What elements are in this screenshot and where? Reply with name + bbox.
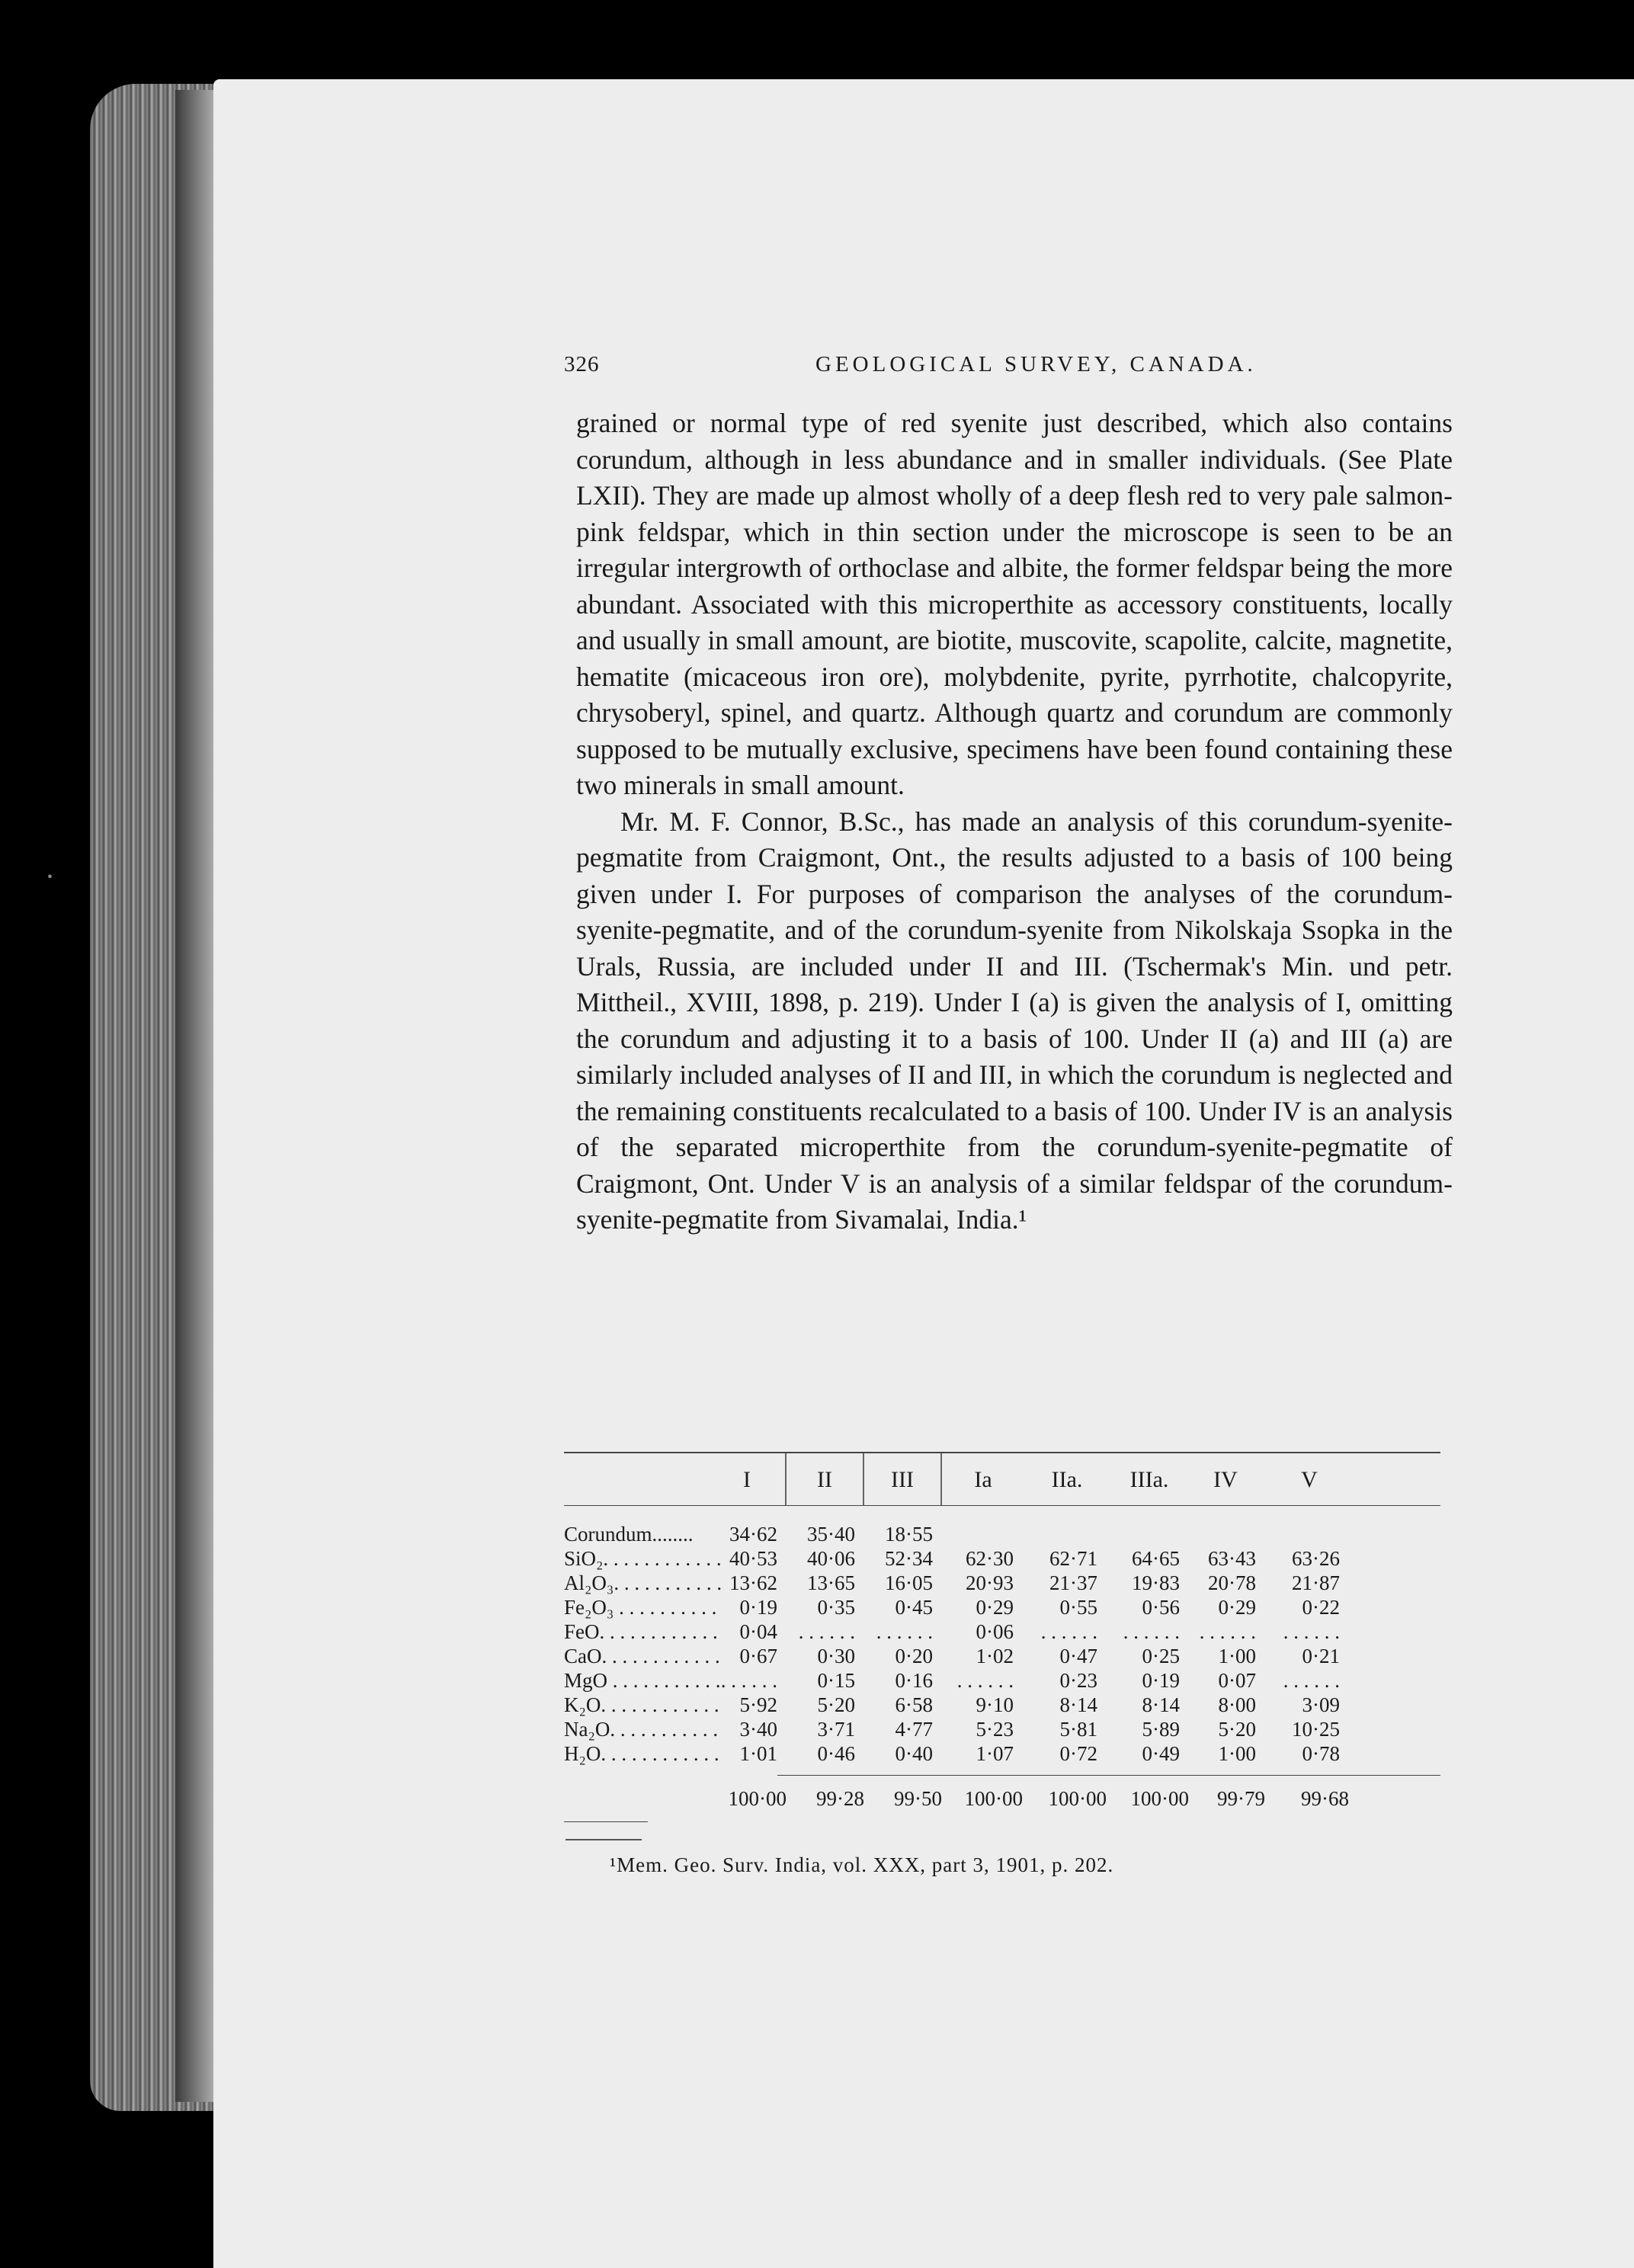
row-label: Corundum........ (564, 1523, 694, 1546)
table-cell: 0·29 (1218, 1596, 1256, 1619)
paragraph-1: grained or normal type of red syenite just described, which also contains corundum, although in less abundance and in smaller individuals. (See Plate LXII). They are made up almost wholly of a deep flesh red to very pale salmon-pink feldspar, which in thin section under the microscope is seen to be an irregular intergrowth of orthoclase and albite, the former feldspar being the more abundant. Associated with this microperthite as accessory constituents, locally and usually in small amount, are biotite, muscovite, scapolite, calcite, magnetite, hematite (micaceous iron ore), molybdenite, pyrite, pyrrhotite, chalcopyrite, chrysoberyl, spinel, and quartz. Although quartz and corundum are commonly supposed to be mutually exclusive, specimens have been found containing these two minerals in small amount. (576, 408, 1453, 800)
footnote-rule (565, 1839, 642, 1840)
table-cell: . . . . . . (1199, 1620, 1256, 1643)
table-cell: 10·25 (1292, 1718, 1340, 1741)
table-cell: 5·20 (817, 1693, 855, 1716)
table-cell: 21·87 (1292, 1571, 1340, 1594)
footnote: ¹Mem. Geo. Surv. India, vol. XXX, part 3, 1901, p. 202. (610, 1853, 1114, 1876)
table-cell: . . . . . . (798, 1620, 855, 1643)
table-cell: 13·62 (729, 1571, 777, 1594)
table-cell: 40·06 (807, 1547, 855, 1570)
row-label: CaO. . . . . . . . . . . . (564, 1645, 720, 1667)
table-cell: 1·00 (1218, 1742, 1256, 1765)
table-column-rule (940, 1453, 942, 1505)
table-cell: 3·09 (1302, 1693, 1340, 1716)
margin-mark: • (47, 869, 53, 886)
table-cell: 34·62 (729, 1523, 777, 1546)
table-cell: 0·19 (739, 1596, 777, 1619)
table-cell: 0·15 (817, 1669, 855, 1692)
table-cell: 62·71 (1049, 1547, 1097, 1570)
table-cell: 8·14 (1059, 1693, 1097, 1716)
table-cell: 0·47 (1059, 1645, 1097, 1667)
table-cell: 5·20 (1218, 1718, 1256, 1741)
row-label: K₂O. . . . . . . . . . . . (564, 1693, 719, 1716)
row-label: Al₂O₃. . . . . . . . . . . (564, 1571, 722, 1594)
total-cell: 99·79 (1217, 1787, 1265, 1810)
column-header: IV (1213, 1467, 1238, 1492)
table-cell: 4·77 (895, 1718, 933, 1741)
total-cell: 100·00 (1048, 1787, 1107, 1810)
column-header: V (1301, 1467, 1318, 1492)
table-cell: 1·01 (739, 1742, 777, 1765)
table-cell: . . . . . . (720, 1669, 777, 1692)
table-cell: 0·67 (739, 1645, 777, 1667)
table-cell: 1·02 (976, 1645, 1014, 1667)
table-cell: 62·30 (966, 1547, 1014, 1570)
table-cell: 0·04 (739, 1620, 777, 1643)
table-cell: 20·78 (1208, 1571, 1256, 1594)
row-label: Na₂O. . . . . . . . . . . (564, 1718, 719, 1741)
table-cell: 5·23 (976, 1718, 1014, 1741)
table-cell: 0·07 (1218, 1669, 1256, 1692)
total-cell: 99·68 (1301, 1787, 1349, 1810)
table-cell: . . . . . . (1123, 1620, 1180, 1643)
row-label: H₂O. . . . . . . . . . . . (564, 1742, 719, 1765)
column-header: Ia (974, 1467, 992, 1492)
table-cell: 0·29 (976, 1596, 1014, 1619)
table-cell: 6·58 (895, 1693, 933, 1716)
page-header (564, 352, 1448, 398)
table-cell: 35·40 (807, 1523, 855, 1546)
table-cell: 0·46 (817, 1742, 855, 1765)
table-cell: 1·07 (976, 1742, 1014, 1765)
table-cell: 0·56 (1142, 1596, 1180, 1619)
table-cell: 0·06 (976, 1620, 1014, 1643)
table-cell: 0·72 (1059, 1742, 1097, 1765)
table-cell: 18·55 (885, 1523, 933, 1546)
table-cell: . . . . . . (1283, 1620, 1340, 1643)
column-header: IIa. (1051, 1467, 1083, 1492)
table-cell: . . . . . . (1040, 1620, 1097, 1643)
column-header: I (743, 1467, 751, 1492)
table-cell: 52·34 (885, 1547, 933, 1570)
row-label: SiO₂. . . . . . . . . . . . (564, 1547, 722, 1570)
table-cell: 0·35 (817, 1596, 855, 1619)
total-cell: 99·28 (816, 1787, 864, 1810)
table-cell: 0·23 (1059, 1669, 1097, 1692)
table-cell: 40·53 (729, 1547, 777, 1570)
table-cell: 5·89 (1142, 1718, 1180, 1741)
table-cell: 5·92 (739, 1693, 777, 1716)
table-cell: 64·65 (1132, 1547, 1180, 1570)
column-header: III (891, 1467, 914, 1492)
table-cell: 19·83 (1132, 1571, 1180, 1594)
table-cell: 8·14 (1142, 1693, 1180, 1716)
table-cell: 0·45 (895, 1596, 933, 1619)
table-cell: 0·21 (1302, 1645, 1340, 1667)
table-cell: 63·43 (1208, 1547, 1256, 1570)
running-head: GEOLOGICAL SURVEY, CANADA. (815, 352, 1257, 376)
body-text (576, 405, 1453, 1238)
table-cell: . . . . . . (956, 1669, 1014, 1692)
table-cell: 0·49 (1142, 1742, 1180, 1765)
paragraph-2: Mr. M. F. Connor, B.Sc., has made an analysis of this corundum-syenite-pegmatite from Craigmont, Ont., the results adjusted to a basis of 100 being given under I. For purposes of comparison the analyses of the corundum-syenite-pegmatite, and of the corundum-syenite from Nikolskaja Ssopka in the Urals, Russia, are included under II and III. (Tschermak's Min. und petr. Mittheil., XVIII, 1898, p. 219). Under I (a) is given the analysis of I, omitting the corundum and adjusting it to a basis of 100. Under II (a) and III (a) are similarly included analyses of II and III, in which the corundum is neglected and the remaining constituents recalculated to a basis of 100. Under IV is an analysis of the separated microperthite from the corundum-syenite-pegmatite of Craigmont, Ont. Under V is an analysis of a similar feldspar of the corundum-syenite-pegmatite from Sivamalai, India.¹ (576, 806, 1453, 1235)
table-bottom-rule (564, 1821, 648, 1822)
table-cell: 63·26 (1292, 1547, 1340, 1570)
table-cell: 3·40 (739, 1718, 777, 1741)
table-cell: 0·25 (1142, 1645, 1180, 1667)
table-cell: 13·65 (807, 1571, 855, 1594)
row-label: MgO . . . . . . . . . . . (564, 1669, 721, 1692)
total-cell: 100·00 (964, 1787, 1023, 1810)
table-cell: 0·19 (1142, 1669, 1180, 1692)
total-cell: 100·00 (728, 1787, 787, 1810)
table-total-rule (777, 1775, 1440, 1776)
table-cell: 0·30 (817, 1645, 855, 1667)
table-cell: 3·71 (817, 1718, 855, 1741)
table-cell: . . . . . . (876, 1620, 933, 1643)
analysis-table (564, 1452, 1440, 1825)
table-cell: 0·22 (1302, 1596, 1340, 1619)
column-header: II (817, 1467, 832, 1492)
table-cell: . . . . . . (1283, 1669, 1340, 1692)
table-cell: 9·10 (976, 1693, 1014, 1716)
table-top-rule (564, 1452, 1440, 1453)
table-cell: 0·78 (1302, 1742, 1340, 1765)
table-cell: 0·20 (895, 1645, 933, 1667)
table-cell: 21·37 (1049, 1571, 1097, 1594)
table-cell: 0·55 (1059, 1596, 1097, 1619)
table-header-rule (564, 1505, 1440, 1506)
table-cell: 0·16 (895, 1669, 933, 1692)
row-label: FeO. . . . . . . . . . . . (564, 1620, 718, 1643)
table-cell: 0·40 (895, 1742, 933, 1765)
row-label: Fe₂O₃ . . . . . . . . . . (564, 1596, 717, 1619)
column-header: IIIa. (1129, 1467, 1169, 1492)
table-cell: 8·00 (1218, 1693, 1256, 1716)
page-number: 326 (564, 352, 600, 376)
table-cell: 16·05 (885, 1571, 933, 1594)
table-cell: 20·93 (966, 1571, 1014, 1594)
table-cell: 1·00 (1218, 1645, 1256, 1667)
total-cell: 99·50 (894, 1787, 942, 1810)
total-cell: 100·00 (1130, 1787, 1189, 1810)
table-cell: 5·81 (1059, 1718, 1097, 1741)
